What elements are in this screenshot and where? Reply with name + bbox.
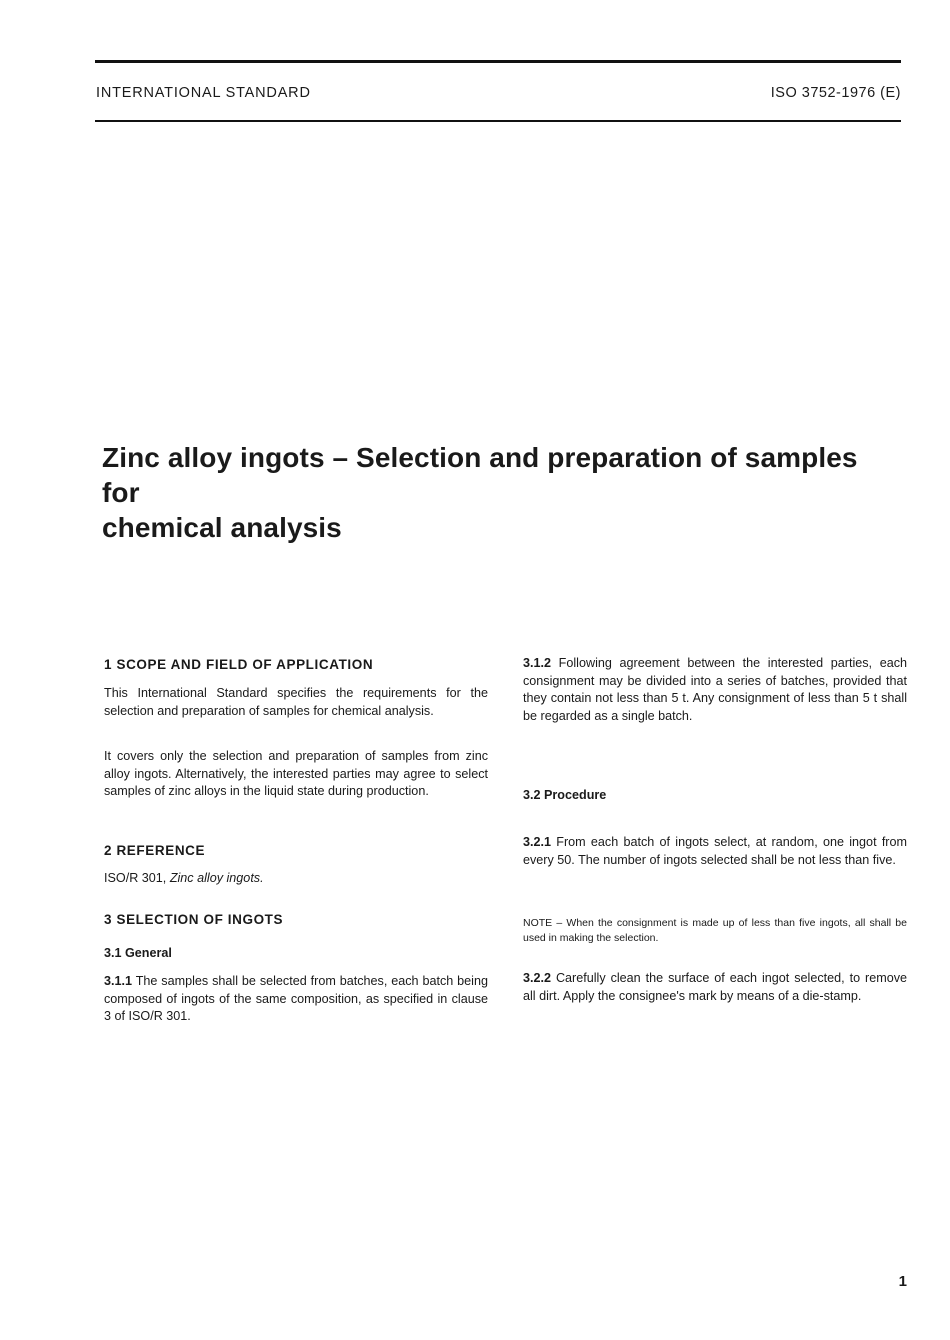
section-1-paragraph-2: It covers only the selection and preparation of samples from zinc alloy ingots. Alternatively, the interested parties may agree to select samples of zinc alloys in the liquid state during production. [104,749,488,798]
standard-number: ISO 3752-1976 (E) [770,85,901,101]
clause-3-2-2-number: 3.2.2 [523,971,552,985]
section-2-heading: 2 REFERENCE [104,843,206,858]
reference-title: Zinc alloy ingots. [169,871,264,885]
clause-3-2-1-number: 3.2.1 [523,835,552,849]
clause-3-2-1-text: From each batch of ingots select, at random, one ingot from every 50. The number of ingots selected shall be not less than five. [523,835,908,867]
clause-3-2-1 [523,834,907,869]
section-3-2-heading: 3.2 Procedure [523,788,607,802]
clause-3-1-2-text: Following agreement between the interested parties, each consignment may be divided into a series of batches, provided that they contain not less than 5 t. Any consignment of less than 5 t shall be regarded as a single batch. [523,656,908,723]
clause-3-1-1 [104,973,488,1026]
document-type-label: INTERNATIONAL STANDARD [96,85,311,101]
clause-3-1-2 [523,655,907,725]
clause-3-1-1-number: 3.1.1 [104,974,133,988]
section-1-heading: 1 SCOPE AND FIELD OF APPLICATION [104,657,374,672]
title-line-1: Zinc alloy ingots – Selection and preparation of samples for [102,442,858,508]
document-title [102,440,902,545]
section-2-reference [104,870,488,888]
section-3-1-heading: 3.1 General [104,946,172,960]
reference-code: ISO/R 301, [104,871,167,885]
procedure-note: NOTE – When the consignment is made up of less than five ingots, all shall be used in making the selection. [523,916,907,944]
page-number: 1 [898,1273,907,1290]
section-1-paragraph-1: This International Standard specifies the requirements for the selection and preparation of samples for chemical analysis. [104,686,488,718]
title-line-2: chemical analysis [102,512,342,543]
clause-3-1-2-number: 3.1.2 [523,656,552,670]
header-top-rule [95,60,901,63]
clause-3-2-2 [523,970,907,1005]
header-bottom-rule [95,120,901,122]
section-3-heading: 3 SELECTION OF INGOTS [104,912,284,927]
clause-3-1-1-text: The samples shall be selected from batches, each batch being composed of ingots of the same composition, as specified in clause 3 of ISO/R 301. [104,974,488,1023]
clause-3-2-2-text: Carefully clean the surface of each ingot selected, to remove all dirt. Apply the consignee's mark by means of a die-stamp. [523,971,907,1003]
